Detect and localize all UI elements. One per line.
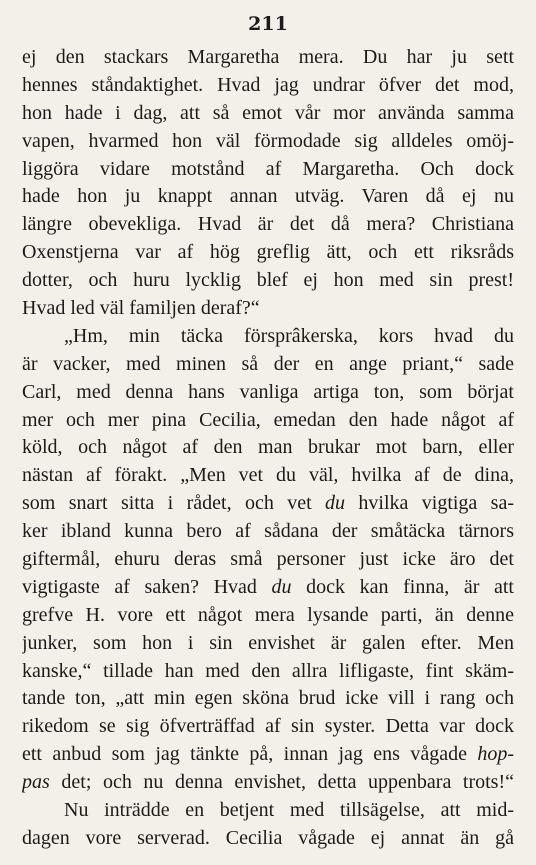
text-segment: mer och mer pina Cecilia, emedan den hade något af	[22, 408, 514, 431]
text-line	[22, 741, 514, 769]
text-line	[22, 267, 514, 295]
text-line	[22, 574, 514, 602]
text-segment: Nu inträdde en betjent med tillsägelse, att mid-	[64, 799, 514, 822]
text-segment: dock kan finna, är att	[291, 575, 514, 598]
text-line	[22, 183, 514, 211]
text-line	[22, 351, 514, 379]
text-line	[22, 797, 514, 825]
text-line	[22, 769, 514, 797]
text-line	[22, 239, 514, 267]
text-line	[22, 546, 514, 574]
text-segment: hvilka vigtiga sa-	[345, 492, 514, 515]
text-line	[22, 128, 514, 156]
text-segment: är vacker, med minen så der en ange priant,“ sade	[22, 352, 514, 375]
text-segment: vigtigaste af saken? Hvad	[22, 575, 272, 598]
text-line	[22, 825, 514, 853]
text-segment: köld, och något af den man brukar mot barn, eller	[22, 436, 514, 459]
text-segment: giftermål, ehuru deras små personer just icke äro det	[22, 548, 514, 571]
text-segment: som snart sitta i rådet, och vet	[22, 492, 326, 515]
text-segment: grefve H. vore ett något mera lysande parti, än denne	[22, 603, 514, 626]
italic-text: du	[271, 575, 292, 598]
text-line	[22, 518, 514, 546]
page-number: 211	[248, 13, 288, 35]
text-segment: rikedom se sig öfverträffad af sin syster. Detta var dock	[22, 715, 514, 738]
text-segment: ker ibland kunna bero af sådana der småtäcka tärnors	[22, 520, 514, 543]
italic-text: du	[325, 492, 346, 515]
text-line	[22, 211, 514, 239]
italic-text: pas	[22, 771, 50, 794]
text-segment: hon hade i dag, att så emot vår mor använda samma	[22, 101, 514, 124]
text-segment: tande ton, „att min egen sköna brud icke vill i rang och	[22, 687, 514, 710]
text-line	[22, 490, 514, 518]
text-segment: det; och nu denna envishet, detta uppenbara trots!“	[49, 771, 514, 794]
body-text	[22, 44, 514, 853]
text-line	[22, 602, 514, 630]
text-line	[22, 44, 514, 72]
text-line	[22, 685, 514, 713]
text-line	[22, 434, 514, 462]
text-line	[22, 407, 514, 435]
text-line	[22, 100, 514, 128]
text-segment: ett anbud som jag tänkte på, innan jag ens vågade	[22, 743, 478, 766]
text-segment: dotter, och huru lycklig blef ej hon med sin prest!	[22, 269, 514, 292]
text-line	[22, 713, 514, 741]
text-segment: kanske,“ tillade han med den allra lifligaste, fint skäm-	[22, 659, 514, 682]
text-segment: „Hm, min täcka försprâkerska, kors hvad du	[64, 324, 514, 347]
text-line	[22, 72, 514, 100]
text-segment: ej den stackars Margaretha mera. Du har ju sett	[22, 46, 514, 68]
text-segment: vapen, hvarmed hon väl förmodade sig alldeles omöj-	[22, 129, 514, 152]
text-line	[22, 295, 514, 323]
text-segment: hade hon ju knappt annan utväg. Varen då ej nu	[22, 185, 514, 208]
text-line	[22, 462, 514, 490]
italic-text: hop-	[477, 743, 514, 766]
text-segment: liggöra vidare motstånd af Margaretha. Och dock	[22, 157, 514, 180]
text-line	[22, 379, 514, 407]
text-segment: Oxenstjerna var af hög greflig ätt, och ett riksråds	[22, 241, 514, 264]
text-segment: hennes ståndaktighet. Hvad jag undrar öfver det mod,	[22, 73, 514, 96]
text-segment: längre obevekliga. Hvad är det då mera? Christiana	[22, 213, 514, 236]
text-line	[22, 156, 514, 184]
text-line	[22, 630, 514, 658]
text-segment: Hvad led väl familjen deraf?“	[22, 297, 260, 320]
text-line	[22, 658, 514, 686]
text-segment: dagen vore serverad. Cecilia vågade ej annat än gå	[22, 826, 514, 849]
text-line	[22, 323, 514, 351]
text-segment: nästan af förakt. „Men vet du väl, hvilka af de dina,	[22, 464, 514, 487]
text-segment: Carl, med denna hans vanliga artiga ton, som börjat	[22, 380, 514, 403]
text-segment: junker, som hon i sin envishet är galen efter. Men	[22, 631, 514, 654]
